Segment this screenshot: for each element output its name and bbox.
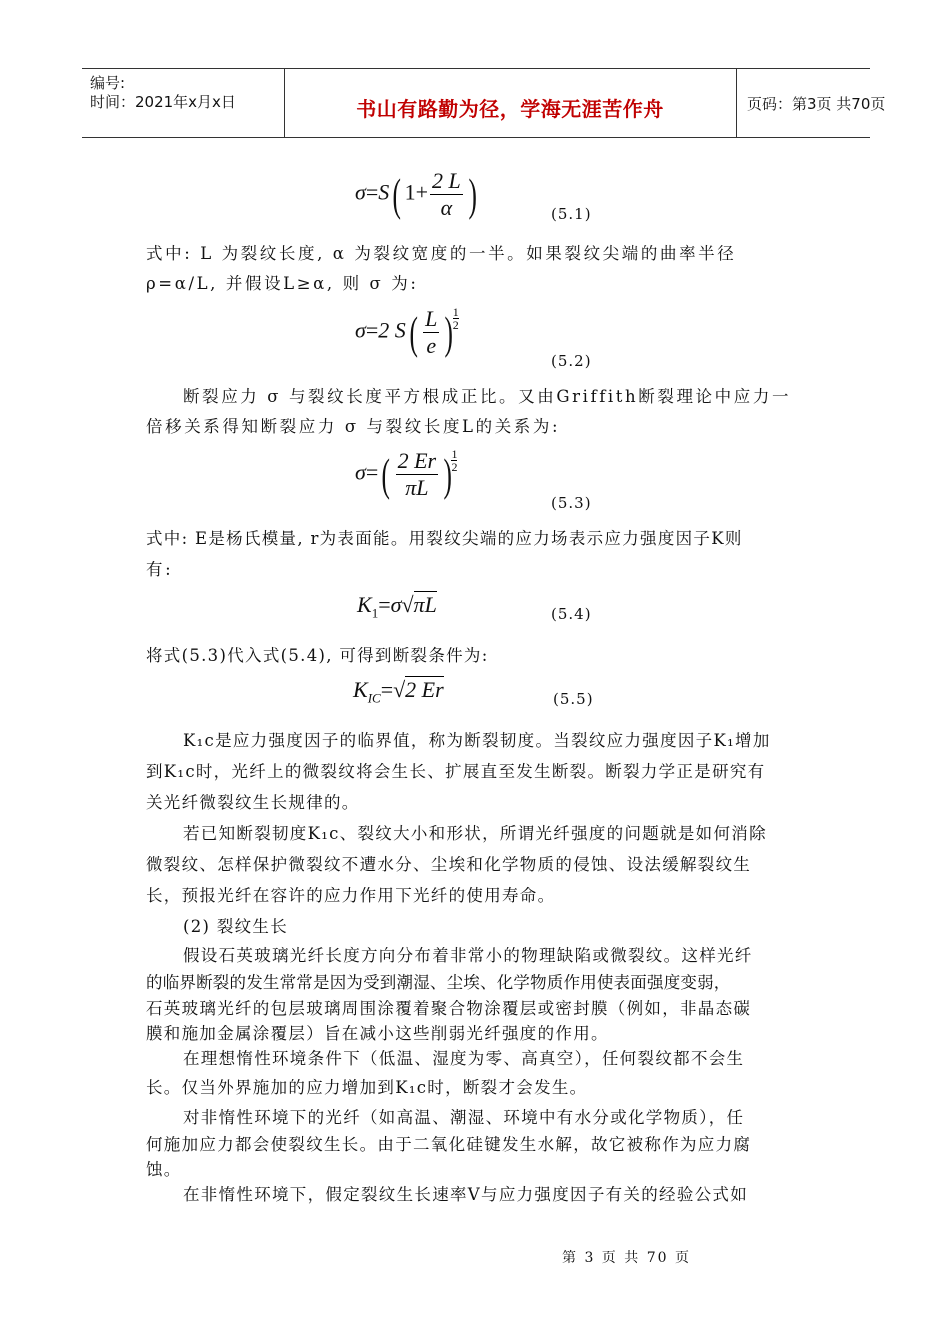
- fraction-numerator: 2 L: [432, 168, 461, 193]
- header-page-cell: [737, 69, 886, 137]
- formula-5-3: σ=( $\frac{2 Er}{\pi L}$ ) $\frac{1}{2}$: [355, 447, 458, 500]
- page-footer: 第 3 页 共 70 页: [562, 1250, 691, 1266]
- header-left-cell: [82, 69, 285, 137]
- formula-symbol: K: [353, 677, 368, 702]
- fraction-denominator: e: [426, 333, 437, 358]
- paragraph-line: 在非惰性环境下，假定裂纹生长速率V与应力强度因子有关的经验公式如: [183, 1185, 749, 1204]
- formula-symbol: σ: [355, 459, 366, 485]
- exponent-denominator: 2: [452, 318, 459, 332]
- radicand: πL: [413, 592, 437, 617]
- formula-symbol: S: [378, 179, 390, 205]
- paragraph-line: 何施加应力都会使裂纹生长。由于二氧化硅键发生水解，故它被称作为应力腐: [146, 1135, 752, 1154]
- formula-5-2: σ=2 S( $\frac{L}{e}$ ) $\frac{1}{2}$: [355, 305, 459, 358]
- paragraph-line: 长，预报光纤在容许的应力作用下光纤的使用寿命。: [146, 886, 556, 905]
- fraction: [423, 306, 439, 359]
- exponent-numerator: 1: [452, 305, 459, 319]
- formula-symbol: σ: [390, 592, 402, 617]
- paragraph-line: K₁c是应力强度因子的临界值，称为断裂韧度。当裂纹应力强度因子K₁增加: [183, 731, 771, 750]
- header-motto-cell: [284, 69, 737, 137]
- section-heading: (2) 裂纹生长: [183, 917, 289, 936]
- formula-term: 1+: [404, 179, 429, 205]
- paragraph-line: 微裂纹、怎样保护微裂纹不遭水分、尘埃和化学物质的侵蚀、设法缓解裂纹生: [146, 855, 752, 874]
- fraction: [430, 168, 463, 221]
- paragraph-line: 长。仅当外界施加的应力增加到K₁c时，断裂才会发生。: [146, 1078, 588, 1097]
- formula-term: 2 S: [378, 317, 406, 343]
- page-header: [82, 68, 886, 138]
- paragraph-line: 有:: [146, 560, 174, 579]
- paragraph-line: 的临界断裂的发生常常是因为受到潮湿、尘埃、化学物质作用使表面强度变弱，: [146, 973, 731, 992]
- formula-5-4: $K_1=\sigma√\pi L$: [357, 592, 437, 621]
- fraction-numerator: 2 Er: [397, 448, 437, 473]
- paragraph-line: 关光纤微裂纹生长规律的。: [146, 793, 360, 812]
- formula-5-5: $K_{IC}=√2$ Er: [353, 677, 444, 706]
- exponent: [451, 448, 457, 473]
- formula-subscript: 1: [371, 605, 379, 621]
- right-paren: ): [468, 169, 477, 220]
- paragraph-line: 到K₁c时，光纤上的微裂纹将会生长、扩展直至发生断裂。断裂力学正是研究有: [146, 762, 766, 781]
- formula-symbol: K: [357, 592, 372, 617]
- equation-number-5-5: (5.5): [553, 690, 594, 708]
- date-line: 时间：2021年x月x日: [90, 93, 236, 111]
- fraction-denominator: α: [440, 195, 453, 220]
- fraction-denominator: πL: [405, 475, 429, 500]
- paragraph-line: 若已知断裂韧度K₁c、裂纹大小和形状，所谓光纤强度的问题就是如何消除: [183, 824, 767, 843]
- formula-symbol: σ: [355, 317, 366, 343]
- left-paren: (: [392, 169, 402, 220]
- equation-number-5-1: (5.1): [551, 205, 592, 223]
- paragraph-line: 断裂应力 σ 与裂纹长度平方根成正比。又由Griffith断裂理论中应力一: [183, 387, 792, 406]
- paragraph-line: 将式(5.3)代入式(5.4), 可得到断裂条件为:: [146, 646, 489, 665]
- radicand: 2 Er: [405, 677, 444, 702]
- left-paren: (: [409, 307, 418, 358]
- paragraph-line: 在理想惰性环境条件下（低温、湿度为零、高真空），任何裂纹都不会生: [183, 1049, 745, 1068]
- serial-label: 编号:: [90, 74, 126, 92]
- right-paren: ): [443, 449, 452, 500]
- paragraph-line: 式中: L 为裂纹长度, α 为裂纹宽度的一半。如果裂纹尖端的曲率半径: [146, 244, 737, 263]
- left-paren: (: [381, 449, 391, 500]
- paragraph-line: 倍移关系得知断裂应力 σ 与裂纹长度L的关系为:: [146, 417, 561, 436]
- formula-symbol: σ: [355, 179, 366, 205]
- fraction-numerator: L: [425, 306, 438, 331]
- exponent-numerator: 1: [451, 447, 458, 461]
- right-paren: ): [444, 307, 454, 358]
- exponent: [453, 306, 459, 331]
- paragraph-line: 石英玻璃光纤的包层玻璃周围涂覆着聚合物涂覆层或密封膜（例如，非晶态碳: [146, 999, 752, 1018]
- fraction: [396, 448, 439, 501]
- paragraph-line: 假设石英玻璃光纤长度方向分布着非常小的物理缺陷或微裂纹。这样光纤: [183, 946, 753, 965]
- paragraph-line: 膜和施加金属涂覆层）旨在减小这些削弱光纤强度的作用。: [146, 1024, 609, 1043]
- exponent-denominator: 2: [451, 460, 458, 474]
- paragraph-line: 式中: E是杨氏模量, r为表面能。用裂纹尖端的应力场表示应力强度因子K则: [146, 529, 743, 548]
- page-info: 页码：第3页 共70页: [747, 95, 886, 113]
- paragraph-line: ρ=α/L, 并假设L≥α, 则 σ 为:: [146, 274, 419, 293]
- paragraph-line: 蚀。: [146, 1160, 182, 1179]
- equation-number-5-3: (5.3): [551, 494, 592, 512]
- formula-5-1: σ=S( 1+ $\frac{2 L}{\alpha}$ ): [355, 168, 477, 220]
- formula-subscript: IC: [367, 690, 381, 706]
- motto: 书山有路勤为径，学海无涯苦作舟: [356, 97, 664, 121]
- paragraph-line: 对非惰性环境下的光纤（如高温、潮湿、环境中有水分或化学物质），任: [183, 1108, 745, 1127]
- equation-number-5-2: (5.2): [551, 352, 592, 370]
- equation-number-5-4: (5.4): [551, 605, 592, 623]
